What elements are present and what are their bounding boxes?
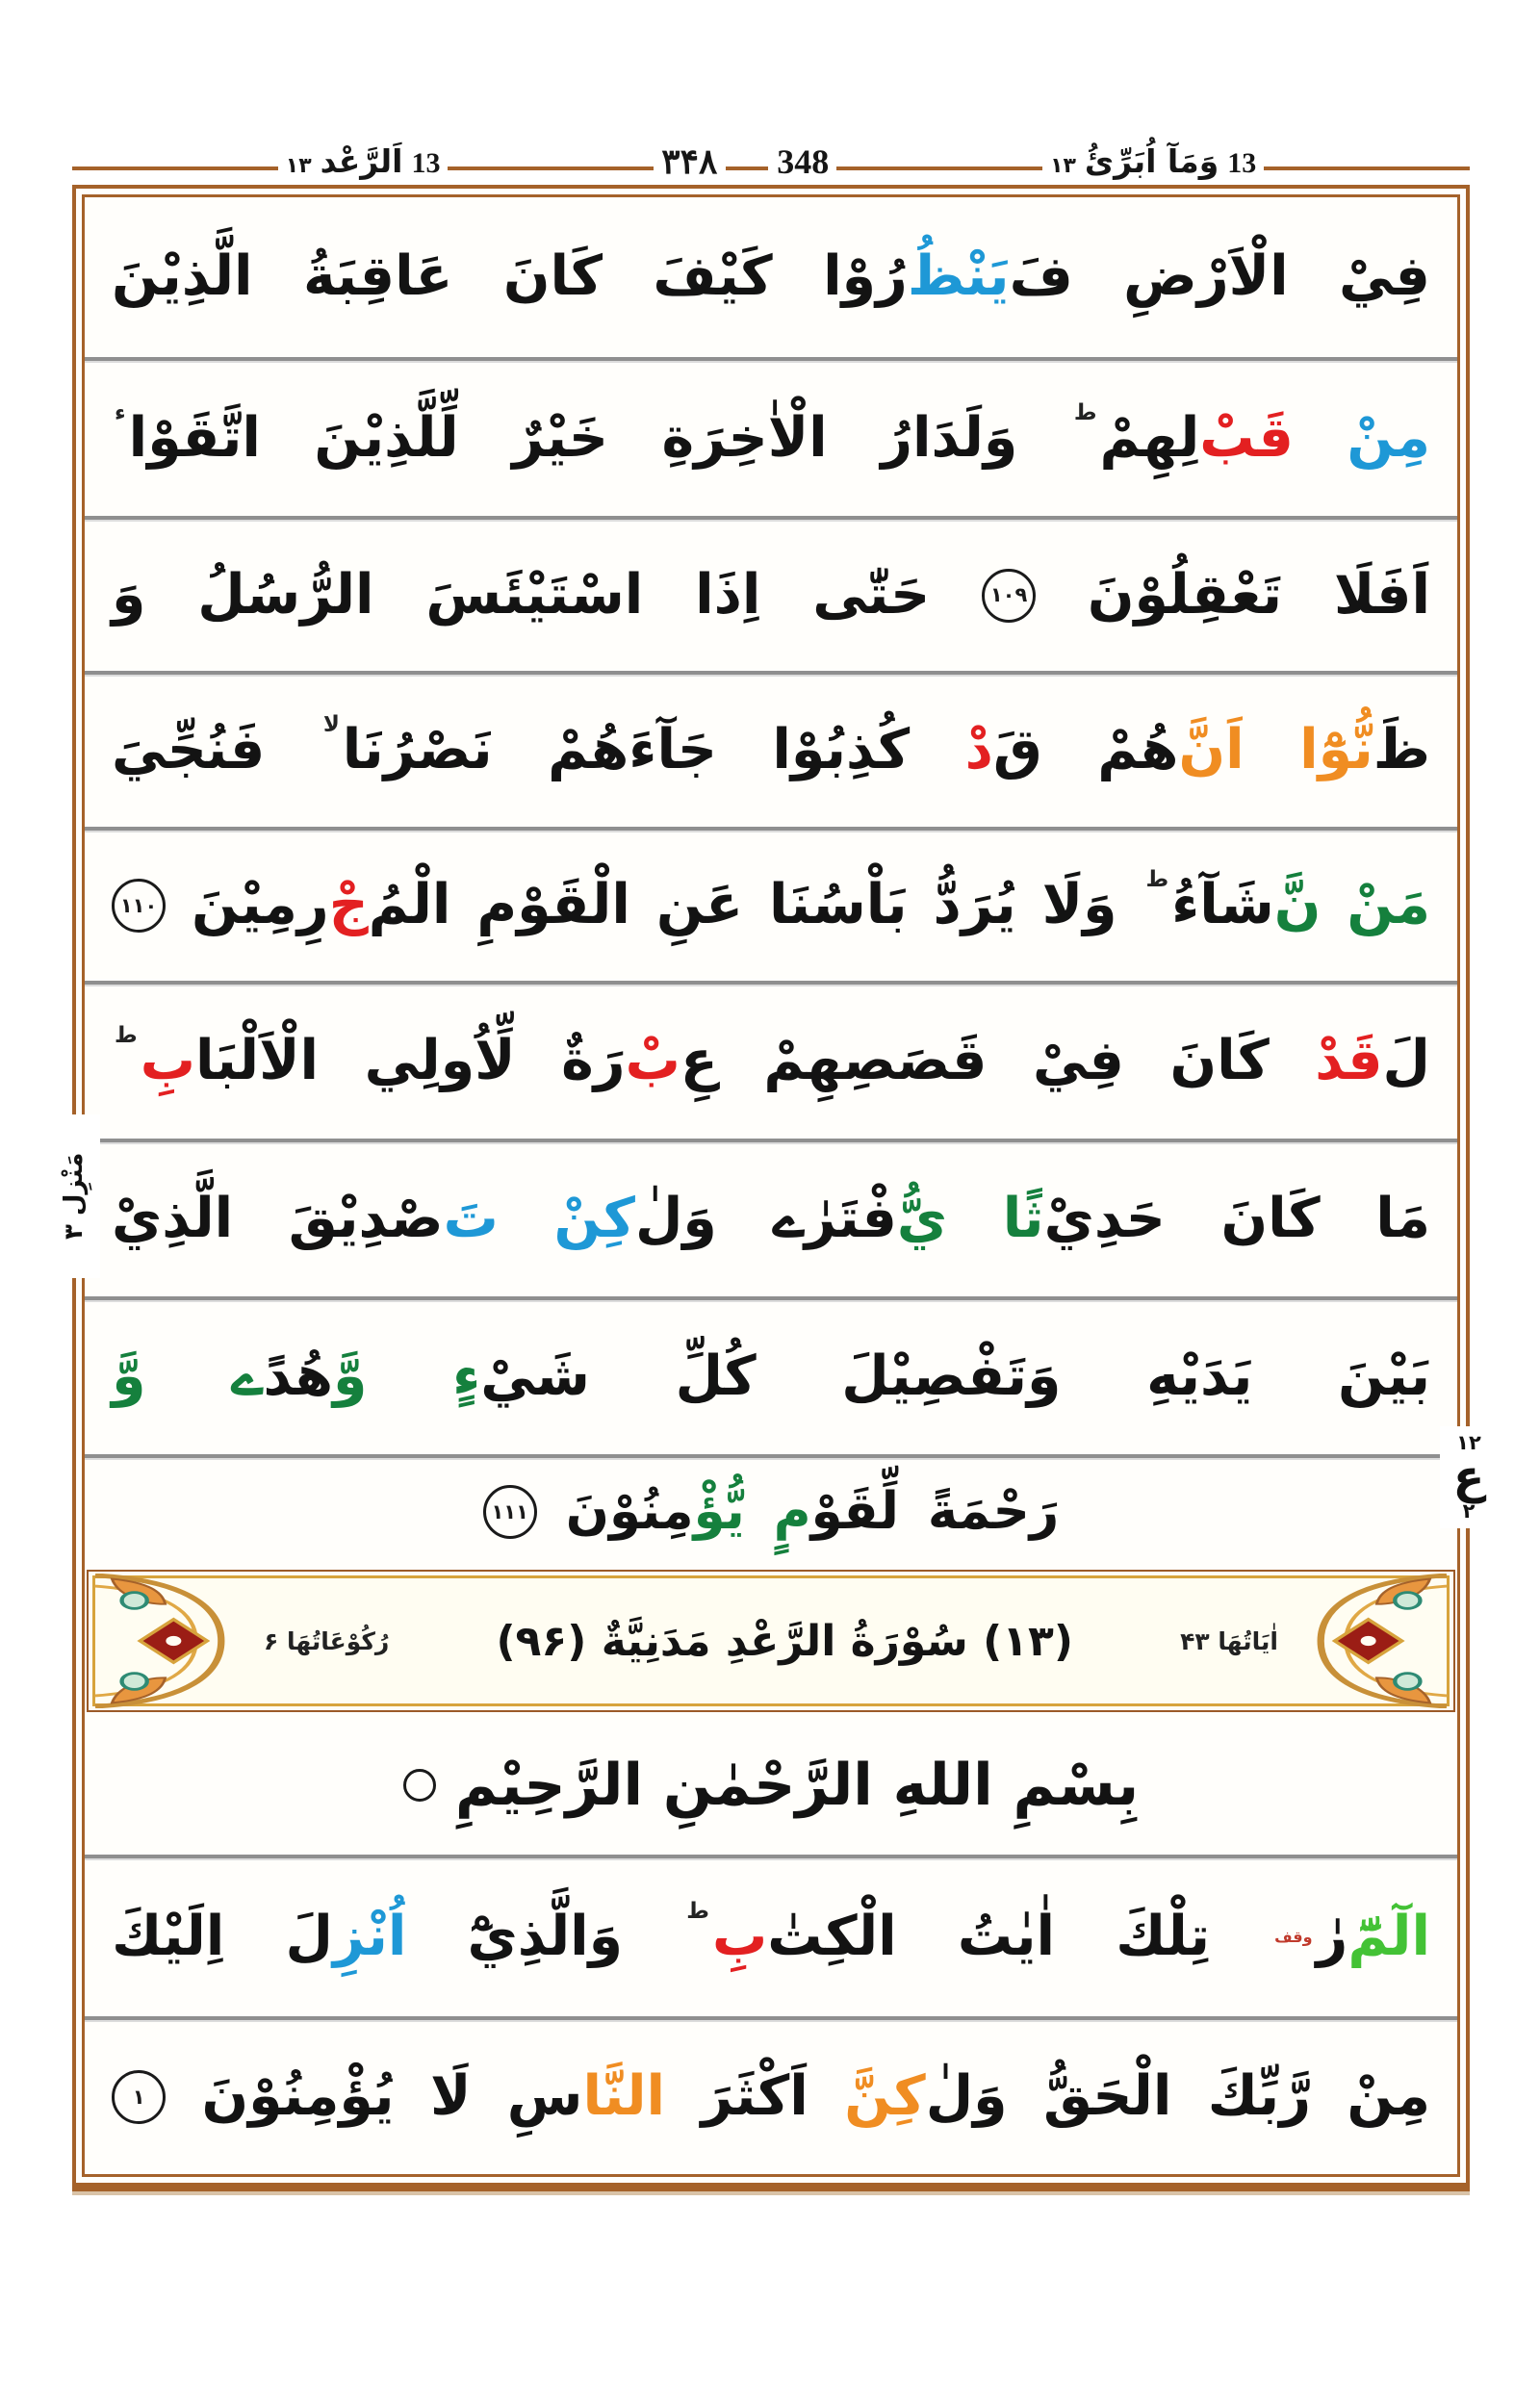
word-chunk: اسْتَيْئَسَ [425, 562, 644, 627]
manzil-margin-note: مَنْزِل ۳ [48, 1114, 100, 1278]
header-rule-segment [726, 166, 768, 170]
word-chunk: جَآءَهُمْ [548, 718, 717, 782]
word-chunk: لِّلَّذِيْنَ [314, 405, 459, 470]
ayat-count-label: اٰيَاتُهَا ۴۳ [1180, 1626, 1278, 1655]
word-chunk: مِنْ [1347, 2064, 1430, 2129]
word-chunk: فِيْ [1032, 1029, 1124, 1093]
word-chunk: وَالَّذِيْٓ [467, 1905, 624, 1969]
ruku-number-top: ۱۲ [1456, 1431, 1481, 1454]
word-chunk: النَّا سِ [506, 2064, 666, 2129]
surah-latin-number: 13 [411, 146, 441, 179]
word-chunk: لِّقَوْ مٍ [773, 1482, 899, 1542]
quran-line-9-centered [85, 1458, 1457, 1566]
word-chunk: وَلٰ كِنَّ [844, 2064, 1008, 2129]
word-chunk: بَيْنَ [1338, 1344, 1430, 1409]
word-chunk: اَنَّ هُمْ [1097, 718, 1245, 782]
word-chunk: الْاٰخِرَةِ [661, 405, 828, 470]
juz-latin-number: 13 [1227, 146, 1257, 179]
word-chunk: اٰيٰتُ [957, 1905, 1056, 1969]
quran-line-8 [85, 1300, 1457, 1458]
surah-banner-frame [87, 1570, 1455, 1712]
word-chunk: تَعْقِلُوْنَ [1087, 562, 1283, 627]
header-rule-segment [448, 166, 654, 170]
quran-line-3 [85, 520, 1457, 675]
word-chunk: وَّ هُدً ے [231, 1344, 368, 1409]
word-chunk: قَبْ لِهِمْ ط [1073, 399, 1294, 470]
bismillah-end-circle-icon [403, 1769, 436, 1802]
ruku-margin-marker [1440, 1426, 1498, 1528]
word-chunk: اِلَيْكَ [112, 1905, 225, 1969]
surah-banner-gold [92, 1575, 1450, 1706]
word-chunk: رَحْمَةً [927, 1482, 1060, 1542]
word-chunk: كَيْفَ [653, 244, 773, 309]
word-chunk: وَلَدَارُ [881, 405, 1018, 470]
page-header [72, 131, 1470, 183]
quran-line-2 [85, 361, 1457, 520]
quran-line-6 [85, 985, 1457, 1142]
header-rule-segment [1264, 166, 1470, 170]
word-chunk: مَنْ [1347, 873, 1430, 937]
word-chunk: اَكْثَرَ [701, 2064, 808, 2129]
page-number-arabic: ۳۴۸ [661, 141, 718, 181]
page-number-group [654, 141, 836, 183]
surah-name-label: اَلرَّعْد [320, 142, 403, 181]
word-chunk: حَدِيْ ثًا [1002, 1187, 1166, 1251]
word-chunk: حَتّٰى [812, 562, 931, 627]
word-chunk: اَفَلَا [1333, 562, 1430, 627]
quran-line-4 [85, 675, 1457, 831]
word-chunk: الْقَوْمِ [476, 873, 630, 937]
juz-arabic-number: ۱۳ [1050, 153, 1076, 178]
word-chunk: اِذَا [695, 562, 761, 627]
word-chunk: خَيْرٌ [512, 405, 609, 470]
juz-name-label: وَمَآ اُبَرِّئُ [1084, 142, 1219, 181]
header-rule-segment [836, 166, 1042, 170]
word-chunk: تِلْكَ [1116, 1905, 1210, 1969]
ruku-ain-icon: ع [1452, 1450, 1485, 1505]
word-chunk: نَصْرُنَا لا [322, 712, 493, 782]
quran-line-1 [85, 197, 1457, 361]
word-chunk: الٓمّٓ رٰ وقف [1274, 1905, 1430, 1969]
bismillah-text: بِسْمِ اللهِ الرَّحْمٰنِ الرَّحِيْمِ [454, 1752, 1140, 1819]
word-chunk: عَاقِبَةُ [302, 244, 453, 309]
word-chunk: شَيْ ءٍ [452, 1344, 590, 1409]
word-chunk: يُّ فْتَرٰے [772, 1187, 948, 1251]
quran-line-5 [85, 831, 1457, 985]
verse-number-circle: ۱ [112, 2070, 166, 2124]
word-chunk: الرُّسُلُ [197, 562, 374, 627]
surah-name-header [278, 141, 449, 183]
word-chunk: قَصَصِهِمْ [763, 1029, 988, 1093]
word-chunk: كُلِّ [675, 1344, 757, 1409]
word-chunk: مَا [1375, 1187, 1430, 1251]
verse-number-circle: ۱۱۰ [112, 879, 166, 933]
word-chunk: كَانَ [1220, 1187, 1321, 1251]
word-chunk: نَّ شَآءُ ط [1145, 867, 1322, 937]
page-border-frame [72, 185, 1470, 2191]
surah-arabic-number: ۱۳ [285, 153, 312, 178]
quran-line-10 [85, 1858, 1457, 2020]
word-chunk: لَا [429, 2064, 472, 2129]
word-chunk: وَّ [112, 1344, 146, 1409]
verse-number-circle: ۱۰۹ [982, 569, 1036, 623]
word-chunk: وَ [112, 562, 146, 627]
word-chunk: الْمُ جْ رِمِيْنَ [192, 873, 451, 937]
word-chunk: الَّذِيْنَ [112, 244, 253, 309]
word-chunk: فَ يَنْظُ رُوْا [823, 244, 1073, 309]
verse-number-circle: ۱۱۱ [483, 1485, 537, 1539]
word-chunk: قَ دْ [964, 718, 1042, 782]
word-chunk: وَتَفْصِيْلَ [841, 1344, 1062, 1409]
page-inner-frame [82, 194, 1460, 2177]
word-chunk: رَّبِّكَ [1207, 2064, 1312, 2129]
word-chunk: عَنِ [655, 873, 744, 937]
quran-line-11 [85, 2020, 1457, 2174]
word-chunk: كُذِبُوْا [772, 718, 911, 782]
word-chunk: تَ صْدِيْقَ [288, 1187, 499, 1251]
quran-line-7 [85, 1142, 1457, 1300]
surah-banner [85, 1566, 1457, 1716]
word-chunk: فِيْ [1339, 244, 1430, 309]
word-chunk: اتَّقَوْا ء [115, 399, 261, 470]
word-chunk: الَّذِيْ [112, 1187, 234, 1251]
word-chunk: يَدَيْهِ [1146, 1344, 1253, 1409]
ruku-count-label: رُكُوْعَاتُهَا ۶ [264, 1626, 390, 1655]
word-chunk: الْاَلْبَا بِ ط [115, 1023, 320, 1093]
word-chunk: مِنْ [1347, 405, 1430, 470]
page-number-latin: 348 [777, 141, 830, 181]
banner-ornament-left-icon [92, 1574, 246, 1708]
word-chunk: لِّاُولِي [364, 1029, 516, 1093]
header-rule-segment [72, 166, 278, 170]
word-chunk: وَلَا [1041, 873, 1117, 937]
juz-name-header [1042, 141, 1264, 183]
word-chunk: بَاْسُنَا [769, 873, 908, 937]
ruku-number-bottom: ۲ [1462, 1499, 1476, 1523]
word-chunk: كَانَ [502, 244, 603, 309]
word-chunk: الْحَقُّ [1042, 2064, 1172, 2129]
word-chunk: الْاَرْضِ [1123, 244, 1289, 309]
word-chunk: ظَ نُّوْٓا [1299, 718, 1430, 782]
word-chunk: وَلٰ كِنْ [553, 1187, 717, 1251]
word-chunk: يُؤْمِنُوْنَ [201, 2064, 395, 2129]
banner-ornament-right-icon [1296, 1574, 1450, 1708]
word-chunk: يُرَدُّ [933, 873, 1016, 937]
surah-title: (۱۳) سُوْرَةُ الرَّعْدِ مَدَنِيَّةٌ (۹۶) [496, 1616, 1074, 1666]
word-chunk: الْكِتٰ بِ ط [686, 1899, 897, 1969]
word-chunk: يُّؤْ مِنُوْنَ [565, 1482, 745, 1542]
bismillah-line [85, 1716, 1457, 1858]
word-chunk: لَ قَدْ [1315, 1029, 1430, 1093]
word-chunk: فَنُجِّيَ [112, 718, 266, 782]
word-chunk: عِ بْ رَةٌ [561, 1029, 718, 1093]
word-chunk: كَانَ [1169, 1029, 1270, 1093]
word-chunk: اُنْزِ لَ [285, 1905, 407, 1969]
